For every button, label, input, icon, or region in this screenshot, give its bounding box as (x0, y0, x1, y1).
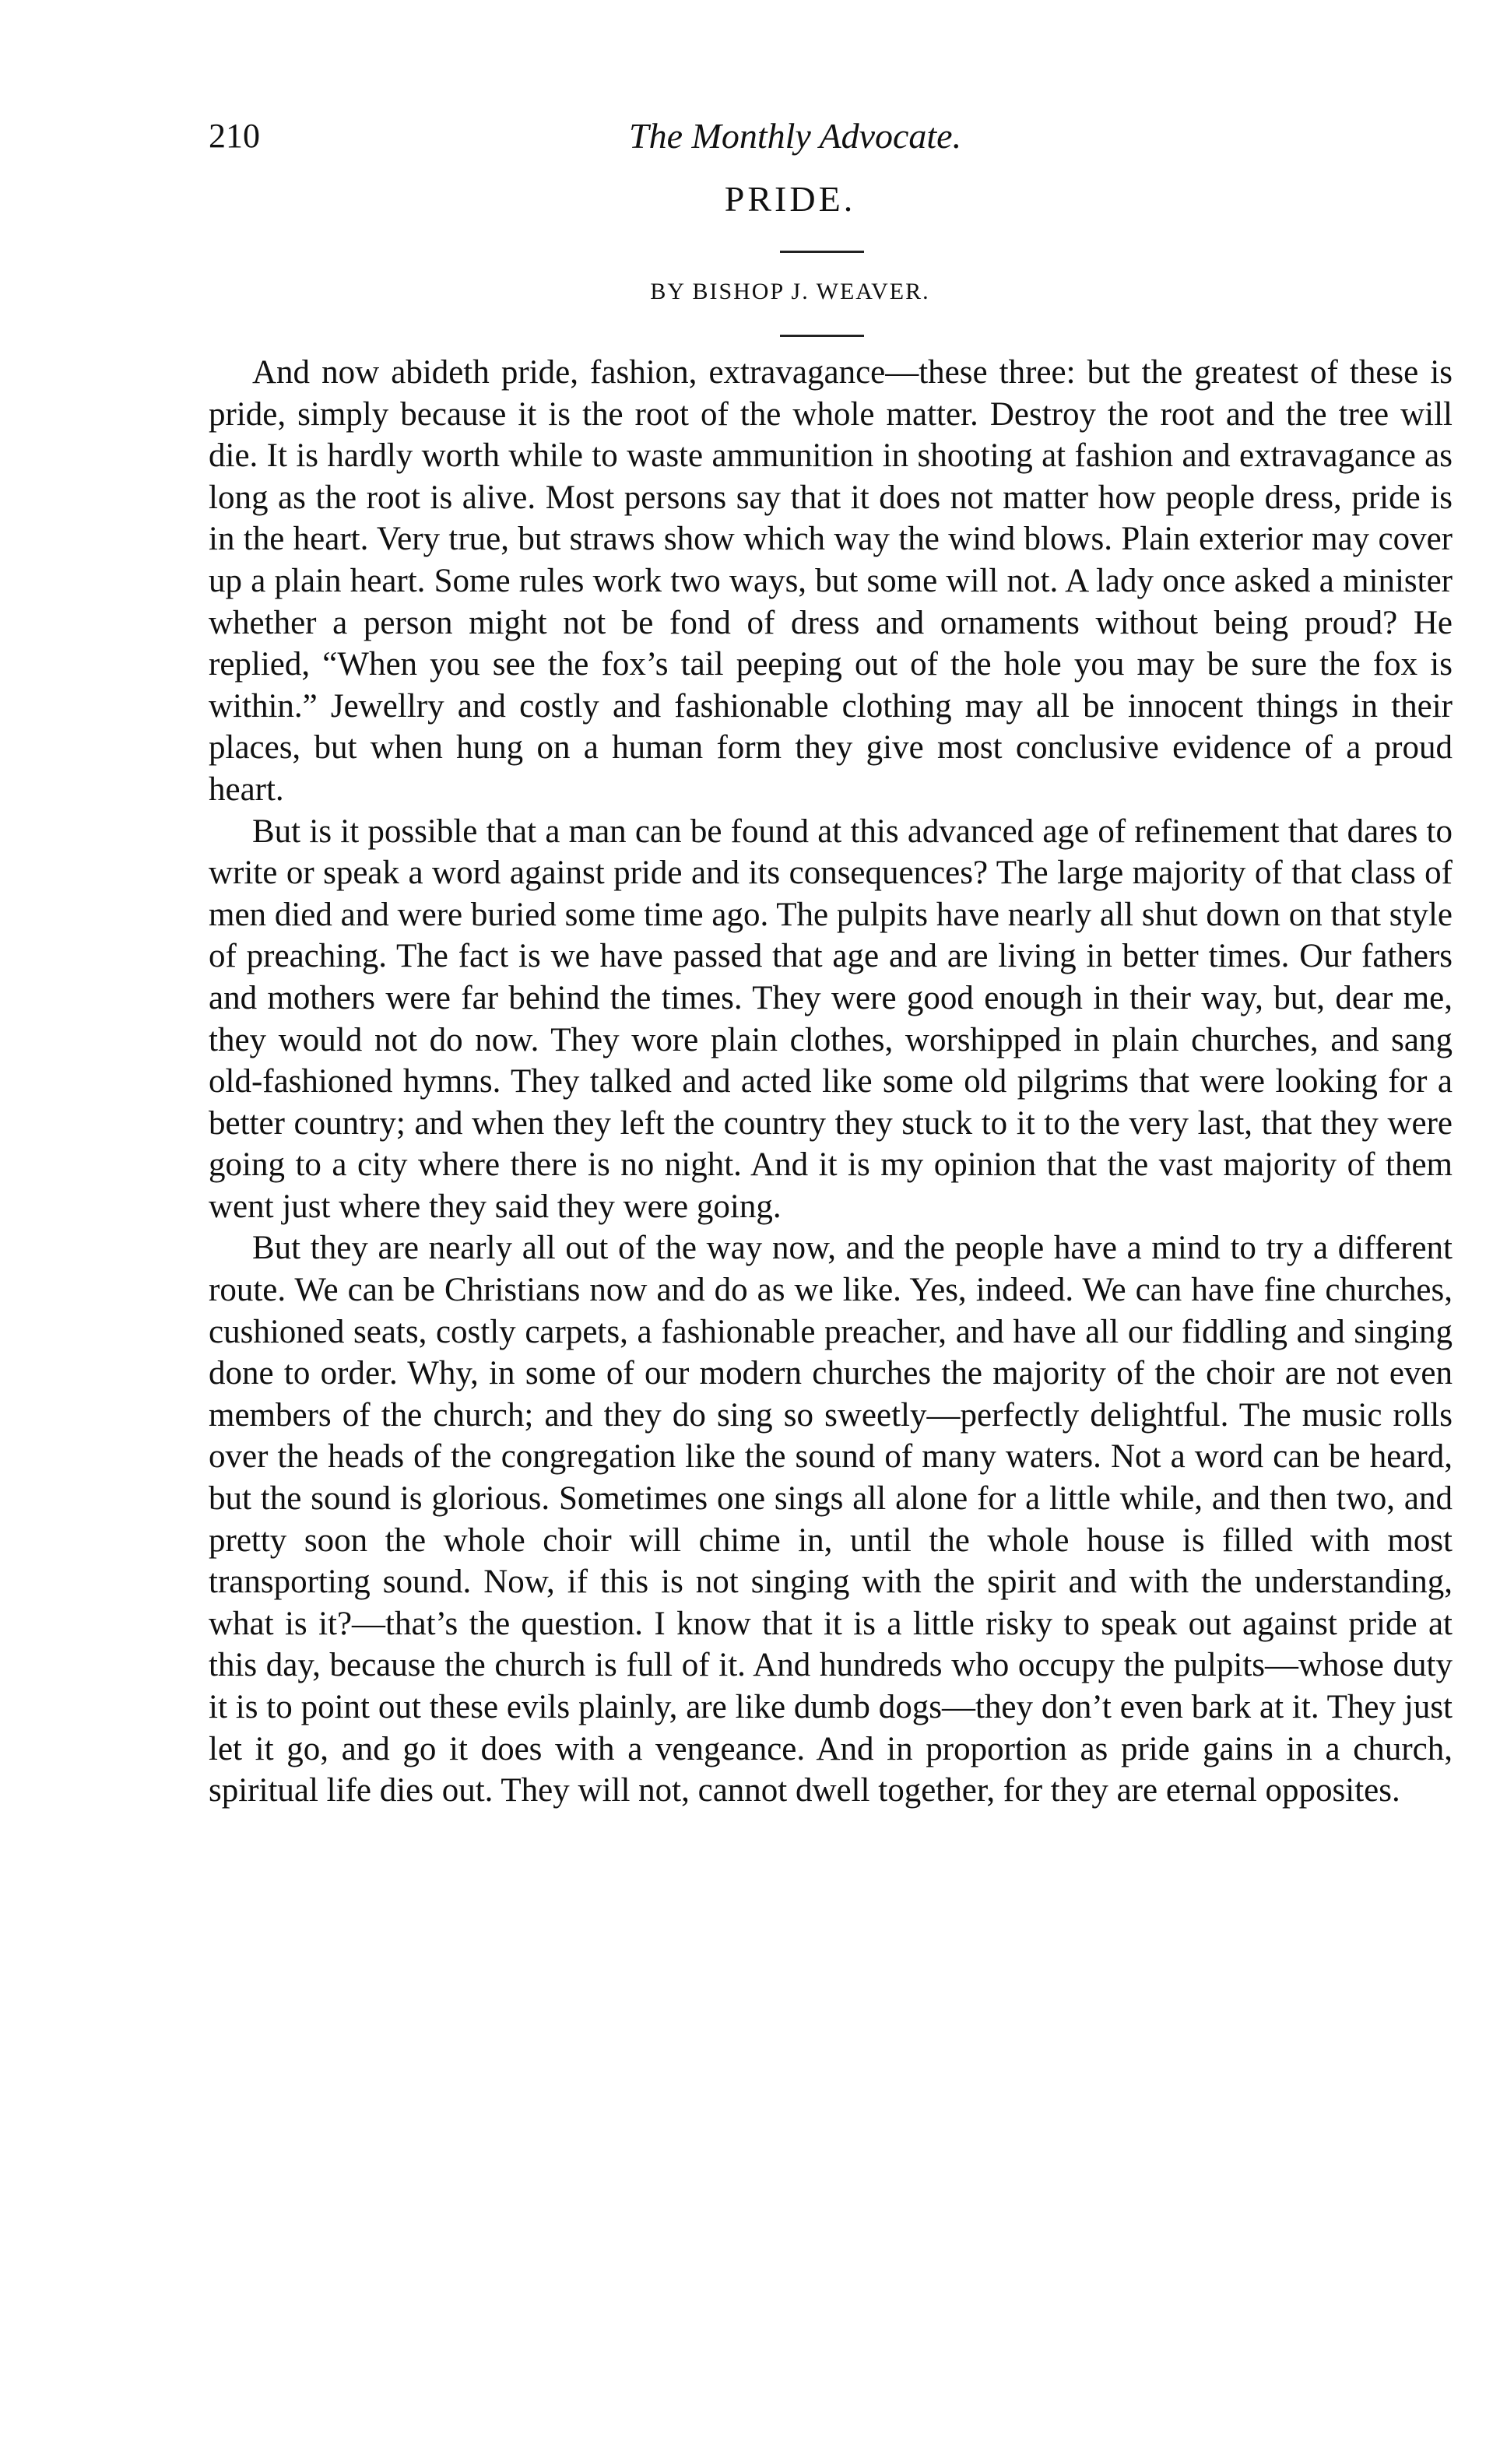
journal-title: The Monthly Advocate. (629, 116, 962, 156)
article-body (209, 352, 1453, 1812)
article-title: PRIDE. (724, 179, 856, 219)
paragraph-2: But is it possible that a man can be found at this advanced age of refinement that dares to write or speak a word against pride and its consequences? The large majority of that class of men died and were buried some time ago. The pulpits have nearly all shut down on that style of preaching. The fact is we have passed that age and are living in better times. Our fathers and mothers were far behind the times. They were good enough in their way, but, dear me, they would not do now. They wore plain clothes, worshipped in plain churches, and sang old-fashioned hymns. They talked and acted like some old pilgrims that were looking for a better country; and when they left the country they stuck to it to the very last, that they were going to a city where there is no night. And it is my opinion that the vast majority of them went just where they said they were going. (209, 813, 1453, 1225)
paragraph-3: But they are nearly all out of the way now, and the people have a mind to try a different route. We can be Christians now and do as we like. Yes, indeed. We can have fine churches, cushioned seats, costly carpets, a fashionable preacher, and have all our fiddling and singing done to order. Why, in some of our modern churches the majority of the choir are not even members of the church; and they do sing so sweetly—perfectly delightful. The music rolls over the heads of the congregation like the sound of many waters. Not a word can be heard, but the sound is glorious. Sometimes one sings all alone for a little while, and then two, and pretty soon the whole choir will chime in, until the whole house is filled with most transporting sound. Now, if this is not singing with the spirit and with the understanding, what is it?—that’s the question. I know that it is a little risky to speak out against pride at this day, because the church is full of it. And hundreds who occupy the pulpits—whose duty it is to point out these evils plainly, are like dumb dogs—they don’t even bark at it. They just let it go, and go it does with a vengeance. And in proportion as pride gains in a church, spiritual life dies out. They will not, cannot dwell together, for they are eternal opposites. (209, 1230, 1453, 1809)
title-divider (780, 251, 864, 253)
paragraph-1: And now abideth pride, fashion, extravagance—these three: but the greatest of these is pride, simply because it is the root of the whole matter. Destroy the root and the tree will die. It is hardly worth while to waste ammunition in shooting at fashion and extravagance as long as the root is alive. Most persons say that it does not matter how people dress, pride is in the heart. Very true, but straws show which way the wind blows. Plain exterior may cover up a plain heart. Some rules work two ways, but some will not. A lady once asked a minister whether a person might not be fond of dress and ornaments without being proud? He replied, “When you see the fox’s tail peeping out of the hole you may be sure the fox is within.” Jewellry and costly and fashionable clothing may all be innocent things in their places, but when hung on a human form they give most conclusive evidence of a proud heart. (209, 354, 1453, 808)
article-byline: BY BISHOP J. WEAVER. (650, 279, 930, 304)
page-number: 210 (209, 117, 260, 155)
running-head (209, 113, 1462, 160)
byline-divider (780, 335, 864, 337)
